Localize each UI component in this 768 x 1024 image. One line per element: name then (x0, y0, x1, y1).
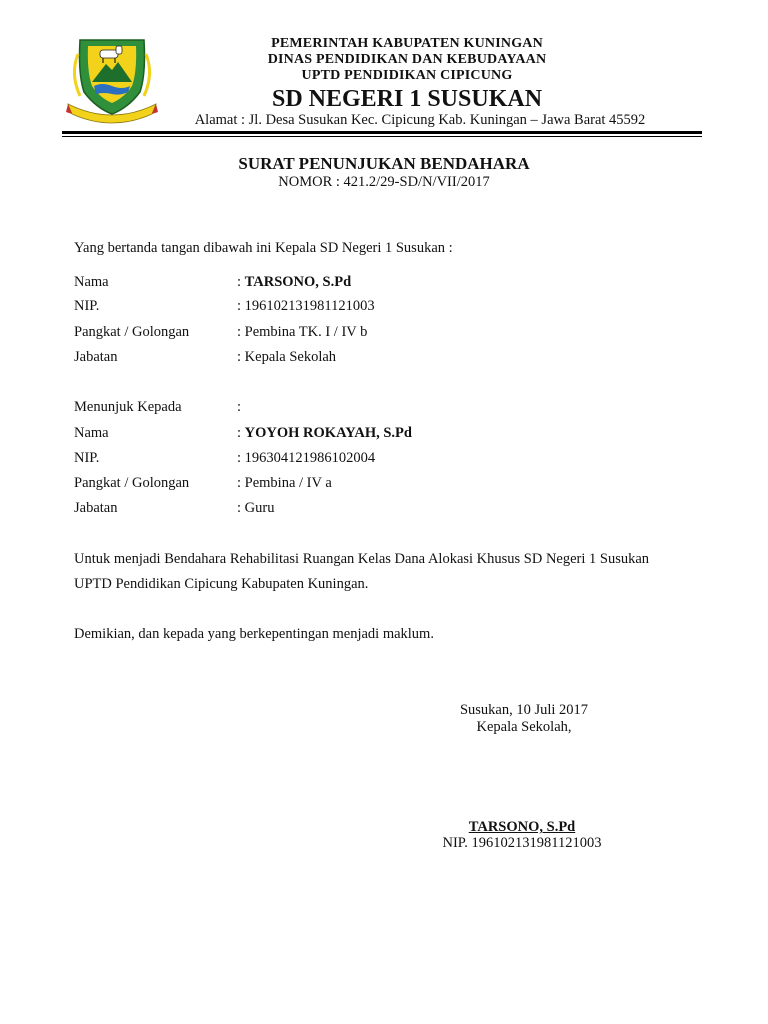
signer-nip-value: 196102131981121003 (244, 298, 375, 314)
kop-line-3: UPTD PENDIDIKAN CIPICUNG (301, 68, 513, 83)
signature-name: TARSONO, S.Pd (468, 819, 576, 835)
signer-name-value: TARSONO, S.Pd (244, 274, 352, 290)
signer-name-label: Nama (74, 274, 109, 290)
appointee-position-value: Guru (244, 500, 275, 516)
closing-text: Demikian, dan kepada yang berkepentingan menjadi maklum. (74, 626, 434, 642)
appointee-name-field: : YOYOH ROKAYAH, S.Pd (237, 425, 412, 441)
school-address: Alamat : Jl. Desa Susukan Kec. Cipicung Kab. Kuningan – Jawa Barat 45592 (194, 112, 646, 128)
appoint-label: Menunjuk Kepada (74, 399, 182, 415)
appointee-nip-field: : 196304121986102004 (237, 450, 376, 466)
header-rule-thin (62, 136, 702, 137)
appointee-position-field: : Guru (237, 500, 275, 516)
school-name: SD NEGERI 1 SUSUKAN (271, 86, 543, 112)
signer-rank-label: Pangkat / Golongan (74, 324, 190, 340)
appointee-nip-label: NIP. (74, 450, 100, 466)
kop-line-1: PEMERINTAH KABUPATEN KUNINGAN (271, 36, 543, 51)
header-rule-thick (62, 131, 702, 134)
appointee-rank-value: Pembina / IV a (244, 475, 332, 491)
purpose-line-2: UPTD Pendidikan Cipicung Kabupaten Kuningan. (74, 576, 369, 592)
appointee-name-label: Nama (74, 425, 109, 441)
appointee-rank-field: : Pembina / IV a (237, 475, 332, 491)
signer-nip-label: NIP. (74, 298, 100, 314)
appointee-name-value: YOYOH ROKAYAH, S.Pd (244, 425, 412, 441)
regency-emblem (66, 34, 158, 124)
signer-position-field: : Kepala Sekolah (237, 349, 337, 365)
document-title: SURAT PENUNJUKAN BENDAHARA (238, 154, 530, 173)
signer-nip-field: : 196102131981121003 (237, 298, 375, 314)
appointee-rank-label: Pangkat / Golongan (74, 475, 190, 491)
document-number: NOMOR : 421.2/29-SD/N/VII/2017 (278, 174, 490, 190)
signer-rank-value: Pembina TK. I / IV b (244, 324, 368, 340)
signer-position-value: Kepala Sekolah (244, 349, 337, 365)
appoint-colon: : (237, 399, 242, 415)
appointee-nip-value: 196304121986102004 (244, 450, 376, 466)
signature-position: Kepala Sekolah, (476, 719, 572, 735)
intro-text: Yang bertanda tangan dibawah ini Kepala SD Negeri 1 Susukan : (74, 240, 453, 256)
signature-place-date: Susukan, 10 Juli 2017 (459, 702, 589, 718)
signer-rank-field: : Pembina TK. I / IV b (237, 324, 368, 340)
signer-name-field: : TARSONO, S.Pd (237, 274, 352, 290)
signature-nip: NIP. 196102131981121003 (442, 835, 602, 851)
signer-position-label: Jabatan (74, 349, 118, 365)
appointee-position-label: Jabatan (74, 500, 118, 516)
kop-line-2: DINAS PENDIDIKAN DAN KEBUDAYAAN (267, 52, 547, 67)
purpose-line-1: Untuk menjadi Bendahara Rehabilitasi Ruangan Kelas Dana Alokasi Khusus SD Negeri 1 Susukan (74, 551, 650, 567)
